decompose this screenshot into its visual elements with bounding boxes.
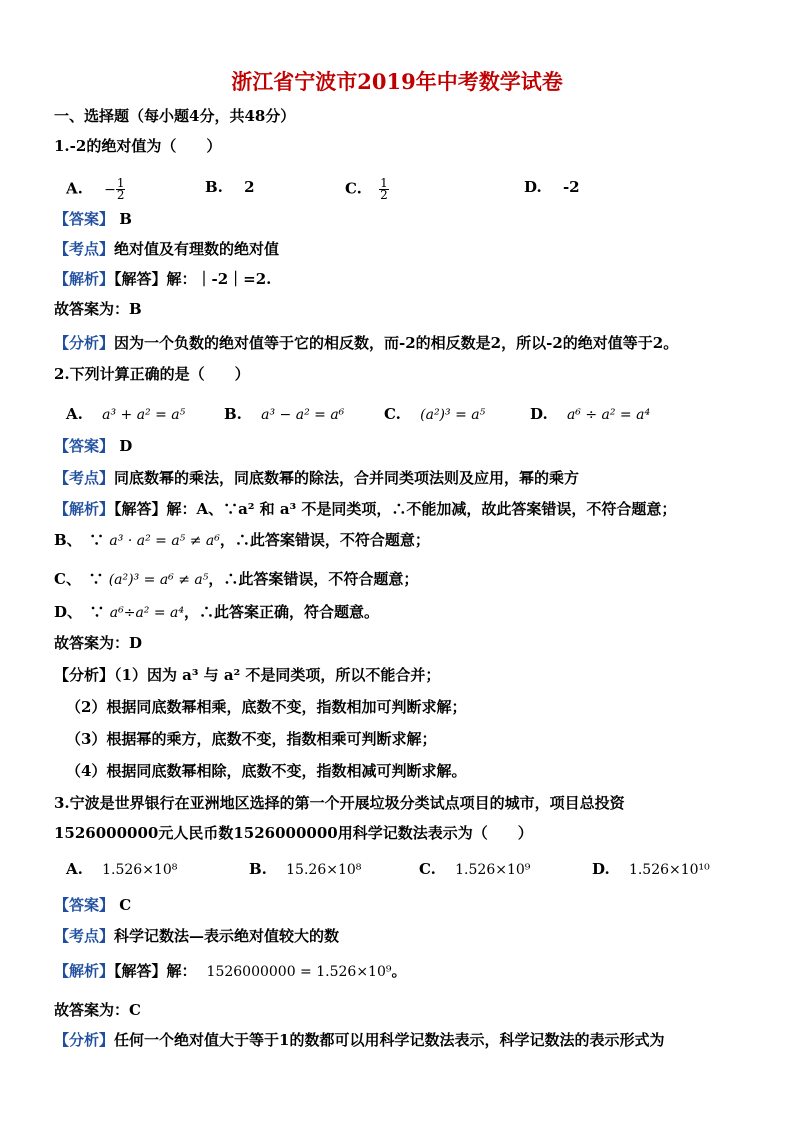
question-3-stem-line1: 3.宁波是世界银行在亚洲地区选择的第一个开展垃圾分类试点项目的城市，项目总投资 xyxy=(54,794,625,812)
q1-point: 【考点】绝对值及有理数的绝对值 xyxy=(54,240,280,258)
q3-conclusion: 故答案为：C xyxy=(54,1001,141,1019)
q3-option-c: C. 1.526×10⁹ xyxy=(419,860,531,878)
q3-answer: 【答案】 C xyxy=(54,896,132,914)
q3-point: 【考点】科学记数法—表示绝对值较大的数 xyxy=(54,927,340,945)
q3-remark: 【分析】任何一个绝对值大于等于1的数都可以用科学记数法表示，科学记数法的表示形式为 xyxy=(54,1031,665,1049)
q2-analysis-c: C、 ∵ (a²)³ = a⁶ ≠ a⁵，∴此答案错误，不符合题意； xyxy=(54,570,419,588)
question-1-stem: 1.-2的绝对值为（ ） xyxy=(54,137,222,155)
q1-analysis: 【解析】【解答】解：｜-2｜=2. xyxy=(54,270,272,288)
q1-option-b: B. 2 xyxy=(205,178,255,196)
q2-answer: 【答案】 D xyxy=(54,437,133,455)
q1-conclusion: 故答案为：B xyxy=(54,300,142,318)
q2-remark-4: （4）根据同底数幂相除，底数不变，指数相减可判断求解。 xyxy=(66,762,467,780)
q2-remark-2: （2）根据同底数幂相乘，底数不变，指数相加可判断求解； xyxy=(66,698,467,716)
q1-option-a: A. − $\frac{1}{2}$ xyxy=(66,176,125,202)
q1-option-c: C. $\frac{1}{2}$ xyxy=(345,176,388,202)
exam-title: 浙江省宁波市2019年中考数学试卷 xyxy=(231,69,563,94)
q3-option-d: D. 1.526×10¹⁰ xyxy=(592,860,710,878)
q2-option-d: D. a⁶ ÷ a² = a⁴ xyxy=(530,405,651,423)
question-3-stem-line2: 1526000000元人民币数1526000000用科学记数法表示为（ ） xyxy=(54,824,533,842)
question-2-stem: 2.下列计算正确的是（ ） xyxy=(54,365,250,383)
q2-analysis: 【解析】【解答】解：A、∵a² 和 a³ 不是同类项，∴不能加减，故此答案错误，不符合题意； xyxy=(54,500,677,518)
q1-option-d: D. -2 xyxy=(524,178,580,196)
q3-option-b: B. 15.26×10⁸ xyxy=(249,860,362,878)
q2-analysis-b: B、 ∵ a³ · a² = a⁵ ≠ a⁶，∴此答案错误，不符合题意； xyxy=(54,531,430,549)
q3-analysis: 【解析】【解答】解： 1526000000 = 1.526×10⁹。 xyxy=(54,962,407,980)
q2-remark-1: 【分析】（1）因为 a³ 与 a² 不是同类项，所以不能合并； xyxy=(54,666,441,684)
q2-remark-3: （3）根据幂的乘方，底数不变，指数相乘可判断求解； xyxy=(66,730,437,748)
q1-answer: 【答案】 B xyxy=(54,210,132,228)
q2-point: 【考点】同底数幂的乘法，同底数幂的除法，合并同类项法则及应用，幂的乘方 xyxy=(54,469,580,487)
q2-option-a: A. a³ + a² = a⁵ xyxy=(66,405,186,423)
section-heading: 一、选择题（每小题4分，共48分） xyxy=(54,107,296,125)
q2-analysis-d: D、 ∵ a⁶÷a² = a⁴，∴此答案正确，符合题意。 xyxy=(54,603,380,621)
q1-remark: 【分析】因为一个负数的绝对值等于它的相反数，而-2的相反数是2，所以-2的绝对值等于2。 xyxy=(54,334,679,352)
q2-conclusion: 故答案为：D xyxy=(54,634,143,652)
q1-optA-fraction: $\frac{1}{2}$ xyxy=(116,176,125,202)
q3-option-a: A. 1.526×10⁸ xyxy=(66,860,178,878)
q2-option-c: C. (a²)³ = a⁵ xyxy=(384,405,486,423)
q1-optC-fraction: $\frac{1}{2}$ xyxy=(380,176,388,202)
q2-option-b: B. a³ − a² = a⁶ xyxy=(224,405,345,423)
